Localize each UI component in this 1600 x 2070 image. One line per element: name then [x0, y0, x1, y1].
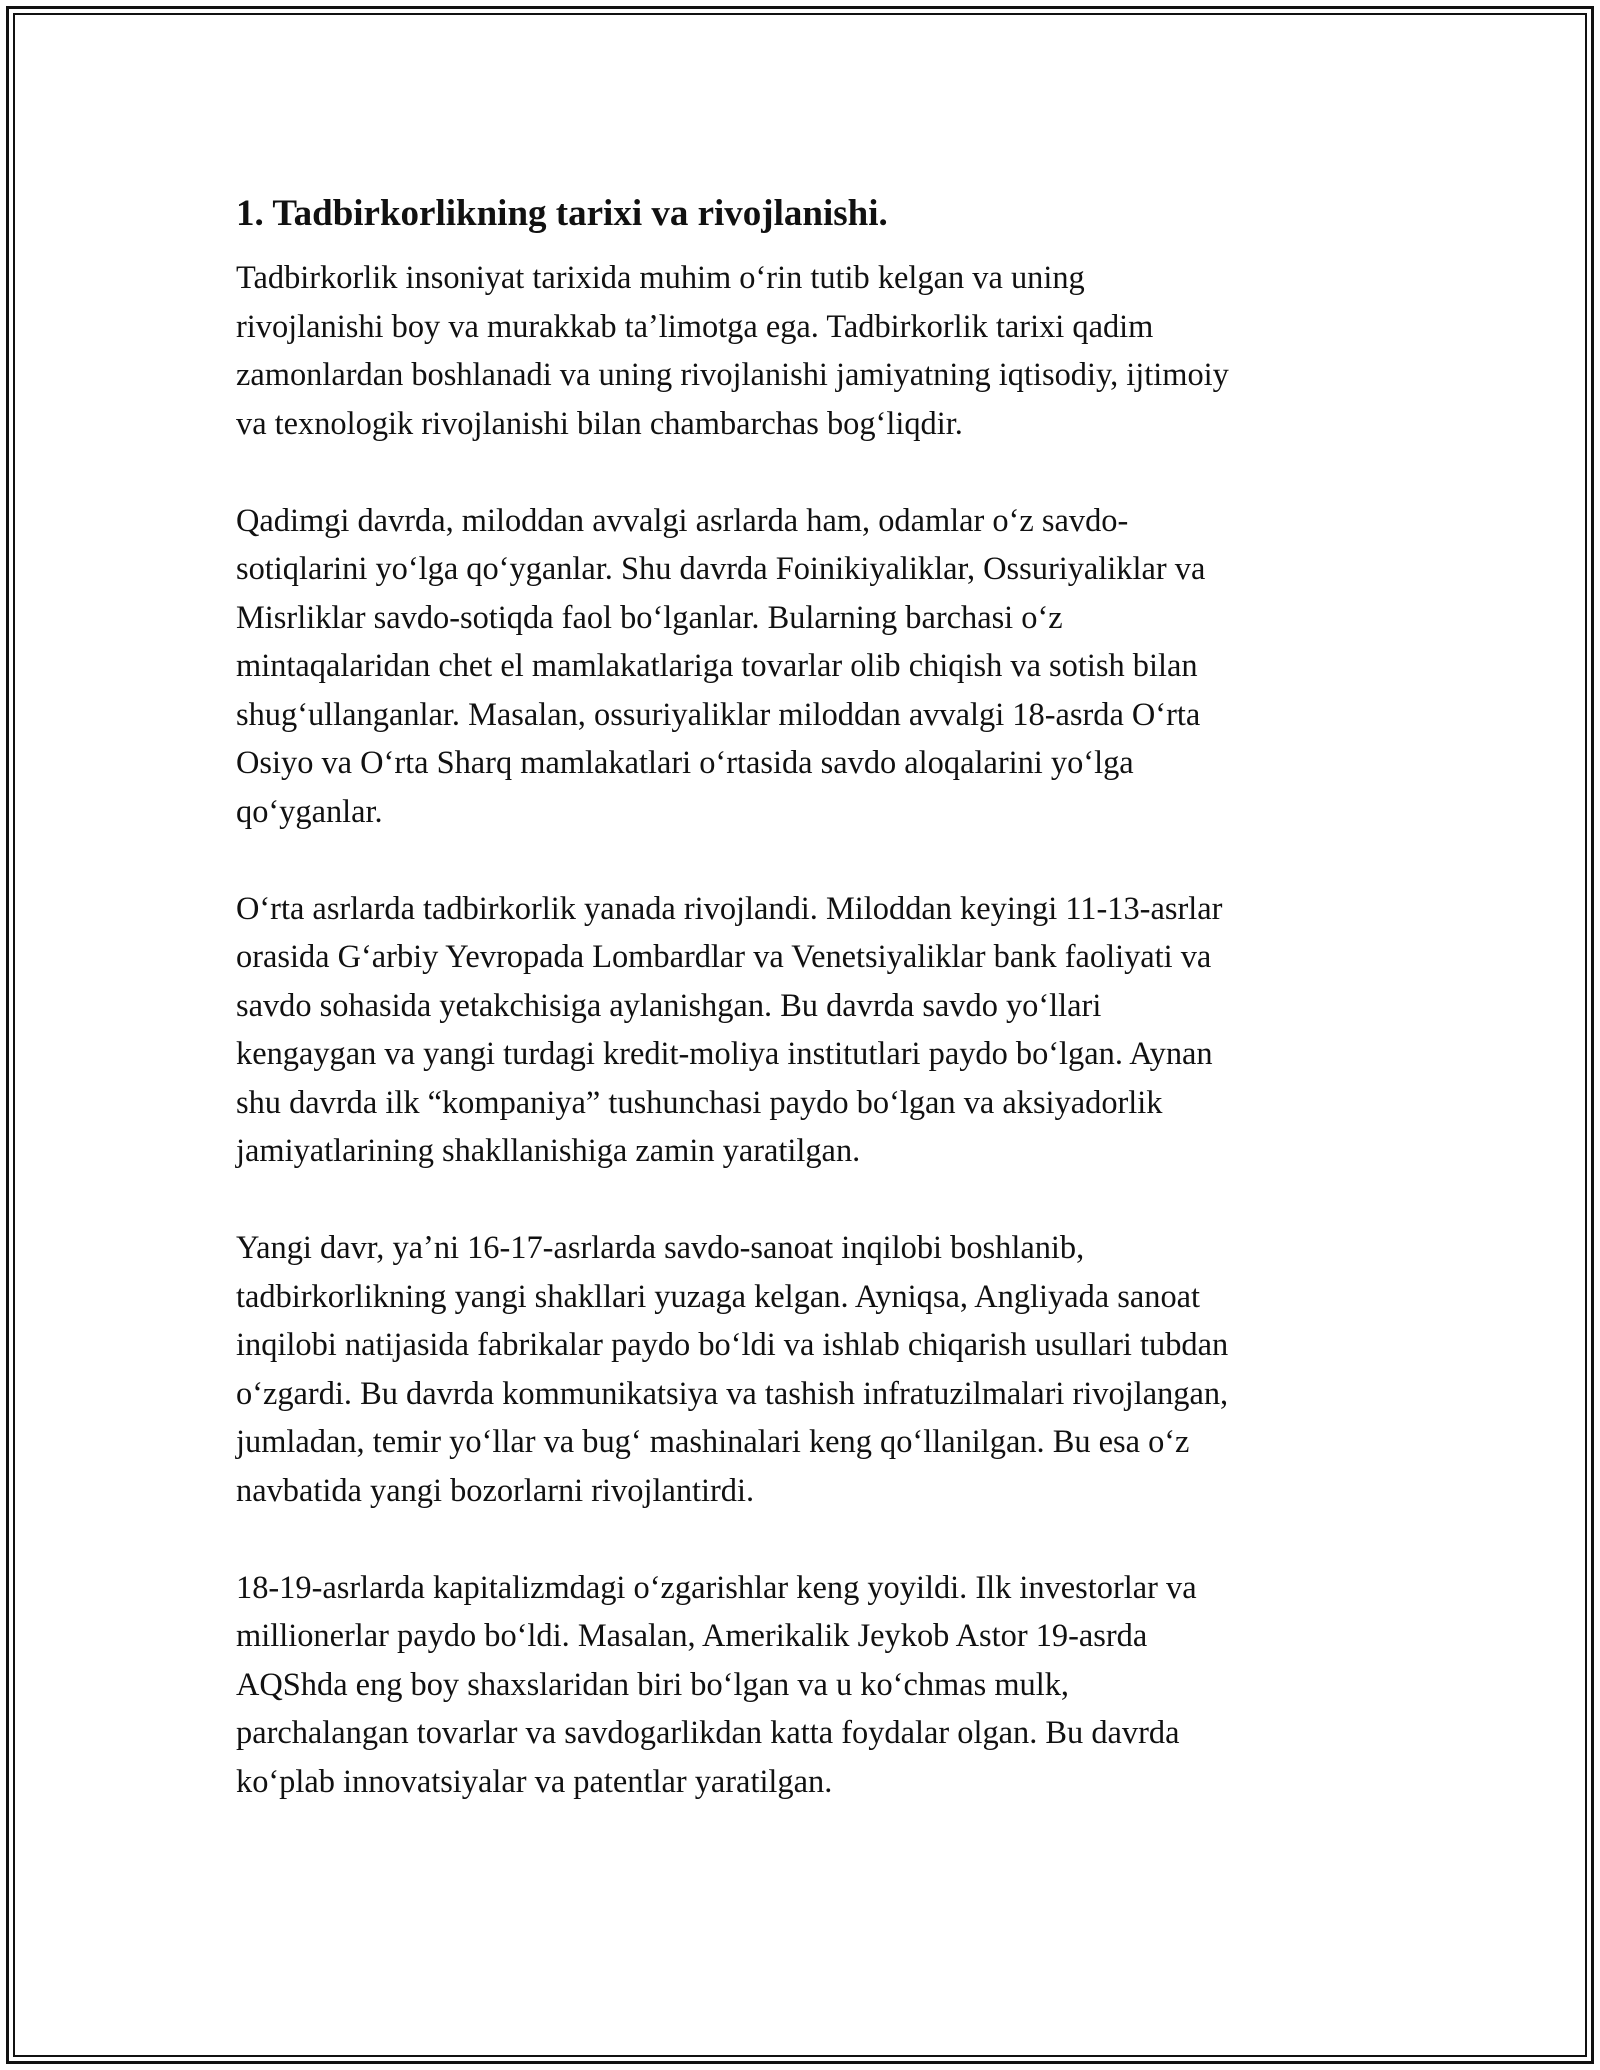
- paragraph-intro: Tadbirkorlik insoniyat tarixida muhim oʻrin tutib kelgan va uning rivojlanishi boy va murakkab taʼlimotga ega. Tadbirkorlik tarixi qadim zamonlardan boshlanadi va uning rivojlanishi jamiyatning iqtisodiy, ijtimoiy va texnologik rivojlanishi bilan chambarchas bogʻliqdir.: [236, 260, 1229, 442]
- document-body: [236, 188, 1386, 1855]
- paragraph-new-era: Yangi davr, yaʼni 16-17-asrlarda savdo-sanoat inqilobi boshlanib, tadbirkorlikning yangi shakllari yuzaga kelgan. Ayniqsa, Angliyada sanoat inqilobi natijasida fabrikalar paydo boʻldi va ishlab chiqarish usullari tubdan oʻzgardi. Bu davrda kommunikatsiya va tashish infratuzilmalari rivojlangan, jumladan, temir yoʻllar va bugʻ mashinalari keng qoʻllanilgan. Bu esa oʻz navbatida yangi bozorlarni rivojlantirdi.: [236, 1230, 1229, 1509]
- section-heading: 1. Tadbirkorlikning tarixi va rivojlanishi.: [236, 193, 888, 234]
- paragraph-middle-ages: Oʻrta asrlarda tadbirkorlik yanada rivojlandi. Miloddan keyingi 11-13-asrlar orasida Gʻarbiy Yevropada Lombardlar va Venetsiyaliklar bank faoliyati va savdo sohasida yetakchisiga aylanishgan. Bu davrda savdo yoʻllari kengaygan va yangi turdagi kredit-moliya institutlari paydo boʻlgan. Aynan shu davrda ilk “kompaniya” tushunchasi paydo boʻlgan va aksiyadorlik jamiyatlarining shakllanishiga zamin yaratilgan.: [236, 890, 1223, 1169]
- paragraph-ancient-era: Qadimgi davrda, miloddan avvalgi asrlarda ham, odamlar oʻz savdo- sotiqlarini yoʻlga qoʻyganlar. Shu davrda Foinikiyaliklar, Ossuriyaliklar va Misrliklar savdo-sotiqda faol boʻlganlar. Bularning barchasi oʻz mintaqalaridan chet el mamlakatlariga tovarlar olib chiqish va sotish bilan shugʻullanganlar. Masalan, ossuriyaliklar miloddan avvalgi 18-asrda Oʻrta Osiyo va Oʻrta Sharq mamlakatlari oʻrtasida savdo aloqalarini yoʻlga qoʻyganlar.: [236, 502, 1206, 830]
- paragraph-capitalism: 18-19-asrlarda kapitalizmdagi oʻzgarishlar keng yoyildi. Ilk investorlar va millionerlar paydo boʻldi. Masalan, Amerikalik Jeykob Astor 19-asrda AQShda eng boy shaxslaridan biri boʻlgan va u koʻchmas mulk, parchalangan tovarlar va savdogarlikdan katta foydalar olgan. Bu davrda koʻplab innovatsiyalar va patentlar yaratilgan.: [236, 1569, 1197, 1800]
